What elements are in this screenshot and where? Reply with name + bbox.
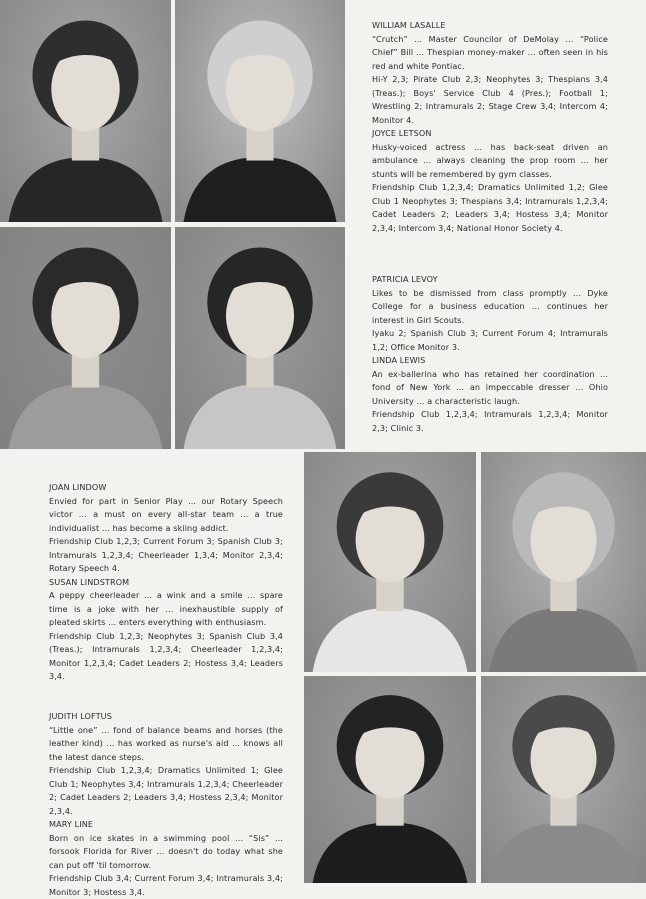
student-description: Born on ice skates in a swimming pool ... “Sis” ... forsook Florida for River ... doesn't do today what she can put off 'til tomorrow. (49, 832, 283, 870)
portrait-joan-lindow (304, 452, 476, 672)
portrait-william-lasalle (0, 0, 171, 222)
student-activities: Iyaku 2; Spanish Club 3; Current Forum 4; Intramurals 1,2; Office Monitor 3. (372, 328, 608, 352)
student-activities: Friendship Club 3,4; Current Forum 3,4; Intramurals 3,4; Monitor 3; Hostess 3,4. (49, 873, 283, 897)
student-activities: Friendship Club 1,2,3,4; Dramatics Unlimited 1; Glee Club 1; Neophytes 3,4; Intramurals 1,2,3,4; Cheerleader 2; Cadet Leaders 2; Leaders 3,4; Hostess 2,3,4; Monitor 2,3,4. (49, 765, 283, 816)
portrait-silhouette (0, 227, 171, 449)
bio-block-lasalle-letson (372, 19, 608, 235)
bio-block-levoy-lewis (372, 273, 608, 435)
portrait-susan-lindstrom (481, 452, 646, 672)
student-description: Envied for part in Senior Play ... our Rotary Speech victor ... a must on every all-star team ... a true individualist ... has become a skiing addict. (49, 495, 283, 533)
clothing-shape (313, 608, 468, 672)
portrait-linda-lewis (175, 227, 345, 449)
portrait-silhouette (481, 676, 646, 883)
student-activities: Hi-Y 2,3; Pirate Club 2,3; Neophytes 3; Thespians 3,4 (Treas.); Boys' Service Club 4 (Pres.); Football 1; Wrestling 2; Intramurals 2; Stage Crew 3,4; Intercom 4; Monitor 4. (372, 74, 608, 125)
student-name: JOYCE LETSON (372, 128, 432, 138)
bio-block-loftus-line (49, 710, 283, 899)
student-name: JOAN LINDOW (49, 482, 107, 492)
student-name: LINDA LEWIS (372, 355, 426, 365)
portrait-mary-line (481, 676, 646, 883)
student-description: “Little one” ... fond of balance beams and horses (the leather kind) ... has worked as nurse's aid ... knows all the latest dance steps. (49, 724, 283, 762)
portrait-silhouette (175, 227, 345, 449)
portrait-patricia-levoy (0, 227, 171, 449)
portrait-silhouette (0, 0, 171, 222)
student-activities: Friendship Club 1,2,3,4; Intramurals 1,2,3,4; Monitor 2,3; Clinic 3. (372, 409, 608, 433)
student-description: Husky-voiced actress ... has back-seat driven an ambulance ... always cleaning the prop room ... her stunts will be remembered by gym classes. (372, 141, 608, 179)
clothing-shape (184, 384, 337, 449)
portrait-silhouette (304, 452, 476, 672)
student-description: “Crutch” ... Master Councilor of DeMolay ... “Police Chief” Bill ... Thespian money-maker ... often seen in his red and white Pontiac. (372, 33, 608, 71)
student-name: SUSAN LINDSTROM (49, 576, 130, 587)
student-activities: Friendship Club 1,2,3,4; Dramatics Unlimited 1,2; Glee Club 1 Neophytes 3; Thespians 3,4; Intramurals 1,2,3,4; Cadet Leaders 2; Leaders 3,4; Hostess 3,4; Monitor 2,3,4; Intercom 3,4; National Honor Society 4. (372, 182, 608, 233)
student-name: MARY LINE (49, 819, 94, 829)
portrait-joyce-letson (175, 0, 345, 222)
portrait-judith-loftus (304, 676, 476, 883)
student-activities: Friendship Club 1,2,3; Neophytes 3; Spanish Club 3,4 (Treas.); Intramurals 1,2,3,4; Cheerleader 1,2,3,4; Monitor 1,2,3,4; Cadet Leaders 2; Hostess 3,4; Leaders 3,4. (49, 630, 283, 681)
student-description: A peppy cheerleader ... a wink and a smile ... spare time is a joke with her ... inexhaustible supply of pleated skirts ... enters everything with enthusiasm. (49, 590, 283, 627)
student-name: PATRICIA LEVOY (372, 274, 438, 284)
portrait-silhouette (175, 0, 345, 222)
clothing-shape (313, 822, 468, 883)
student-description: Likes to be dismissed from class promptly ... Dyke College for a business education ... continues her interest in Girl Scouts. (372, 287, 608, 325)
bio-block-lindow-lindstrom (49, 481, 283, 684)
clothing-shape (489, 608, 638, 672)
clothing-shape (184, 157, 337, 222)
clothing-shape (9, 384, 163, 449)
student-name: WILLIAM LASALLE (372, 20, 446, 30)
clothing-shape (489, 822, 638, 883)
clothing-shape (9, 157, 163, 222)
student-description: An ex-ballerina who has retained her coordination ... fond of New York ... an impeccable dresser ... Ohio University ... a characteristic laugh. (372, 368, 608, 406)
portrait-silhouette (481, 452, 646, 672)
portrait-silhouette (304, 676, 476, 883)
student-name: JUDITH LOFTUS (49, 711, 112, 721)
student-activities: Friendship Club 1,2,3; Current Forum 3; Spanish Club 3; Intramurals 1,2,3,4; Cheerleader 1,3,4; Monitor 2,3,4; Rotary Speech 4. (49, 536, 283, 573)
